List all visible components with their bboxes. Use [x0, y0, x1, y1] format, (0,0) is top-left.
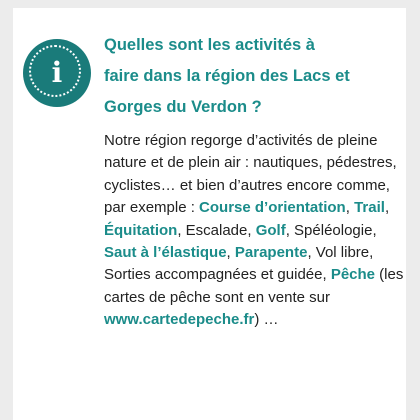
link-golf[interactable]: Golf [255, 221, 286, 239]
link-cartedepeche-site[interactable]: www.cartedepeche.fr [104, 311, 255, 329]
link-peche[interactable]: Pêche [330, 266, 376, 284]
heading-line-1: Quelles sont les activités à [104, 36, 315, 54]
link-course-orientation[interactable]: Course d’orientation [199, 199, 346, 217]
heading-line-3: Gorges du Verdon ? [104, 98, 262, 116]
faq-answer-paragraph [104, 130, 404, 332]
info-icon: i [51, 56, 63, 89]
answer-text-escalade: , Escalade, [177, 221, 256, 239]
separator: , [345, 199, 355, 217]
heading-line-2: faire dans la région des Lacs et [104, 67, 350, 85]
answer-intro: Notre région regorge d’activités de pleine nature et de plein air : nautiques, pédestres, cyclistes… et bien d’autres encore comme, par exemple : [104, 132, 397, 217]
link-parapente[interactable]: Parapente [234, 244, 308, 262]
faq-question-heading [104, 30, 404, 123]
link-equitation[interactable]: Équitation [104, 221, 178, 239]
info-badge [23, 39, 91, 107]
answer-text-vol-libre: , Vol libre, Sorties accompagnées et guidée, [104, 244, 374, 284]
answer-text-speleologie: , Spéléologie, [285, 221, 377, 239]
separator: , [384, 199, 390, 217]
link-trail[interactable]: Trail [354, 199, 385, 217]
separator: , [226, 244, 235, 262]
link-saut-elastique[interactable]: Saut à l’élastique [104, 244, 227, 262]
answer-text-cartes: (les cartes de pêche sont en vente sur [104, 266, 404, 306]
answer-text-end: ) … [254, 311, 279, 329]
